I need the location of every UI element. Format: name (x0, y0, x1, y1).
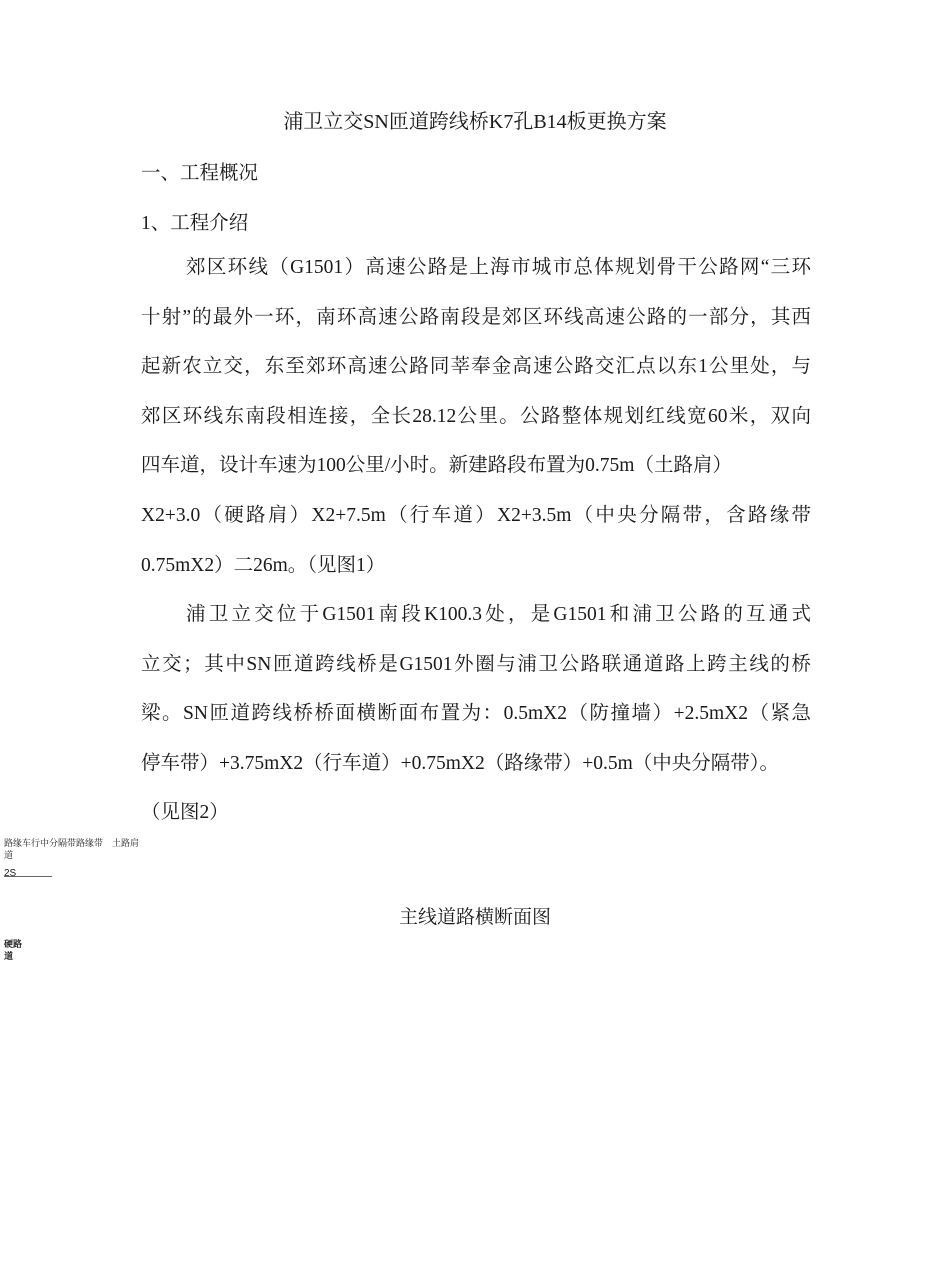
paragraph-line: 郊区环线东南段相连接，全长28.12公里。公路整体规划红线宽60米，双向 (141, 405, 811, 427)
paragraph-line: 十射”的最外一环，南环高速公路南段是郊区环线高速公路的一部分，其西 (141, 306, 811, 328)
figure-caption: 主线道路横断面图 (398, 907, 551, 928)
paragraph-line: （见图2） (141, 802, 229, 824)
document-title: 浦卫立交SN匝道跨线桥K7孔B14板更换方案 (283, 111, 667, 133)
paragraph-line: 0.75mX2）二26m。（见图1） (141, 554, 386, 576)
figure-label-shoulder: 硬路 (4, 939, 23, 949)
paragraph-line: 四车道，设计车速为100公里/小时。新建路段布置为0.75m（土路肩） (141, 455, 732, 477)
figure-label-lane-suffix: 道 (4, 850, 14, 860)
figure-divider (4, 876, 52, 877)
paragraph-interchange (141, 590, 811, 838)
paragraph-line: 浦卫立交位于G1501南段K100.3处，是G1501和浦卫公路的互通式 (186, 604, 811, 625)
paragraph-line: 郊区环线（G1501）高速公路是上海市城市总体规划骨干公路网“三环 (186, 257, 811, 278)
section-heading: 一、工程概况 (141, 163, 259, 184)
figure-label-road: 道 (4, 951, 14, 961)
figure-label-lanes: 路缘车行中分隔带路缘带 土路肩 (4, 838, 140, 848)
paragraph-line: 起新农立交，东至郊环高速公路同莘奉金高速公路交汇点以东1公里处，与 (141, 356, 811, 378)
paragraph-line: 停车带）+3.75mX2（行车道）+0.75mX2（路缘带）+0.5m（中央分隔带）。 (141, 752, 780, 774)
subsection-heading: 1、工程介绍 (141, 213, 249, 234)
paragraph-line: X2+3.0（硬路肩）X2+7.5m（行车道）X2+3.5m（中央分隔带，含路缘带 (141, 504, 811, 526)
figure-label-number: 2S (4, 868, 17, 879)
paragraph-line: 立交；其中SN匝道跨线桥是G1501外圈与浦卫公路联通道路上跨主线的桥 (141, 653, 811, 675)
paragraph-project-overview (141, 243, 811, 590)
paragraph-line: 梁。SN匝道跨线桥桥面横断面布置为：0.5mX2（防撞墙）+2.5mX2（紧急 (141, 703, 811, 725)
